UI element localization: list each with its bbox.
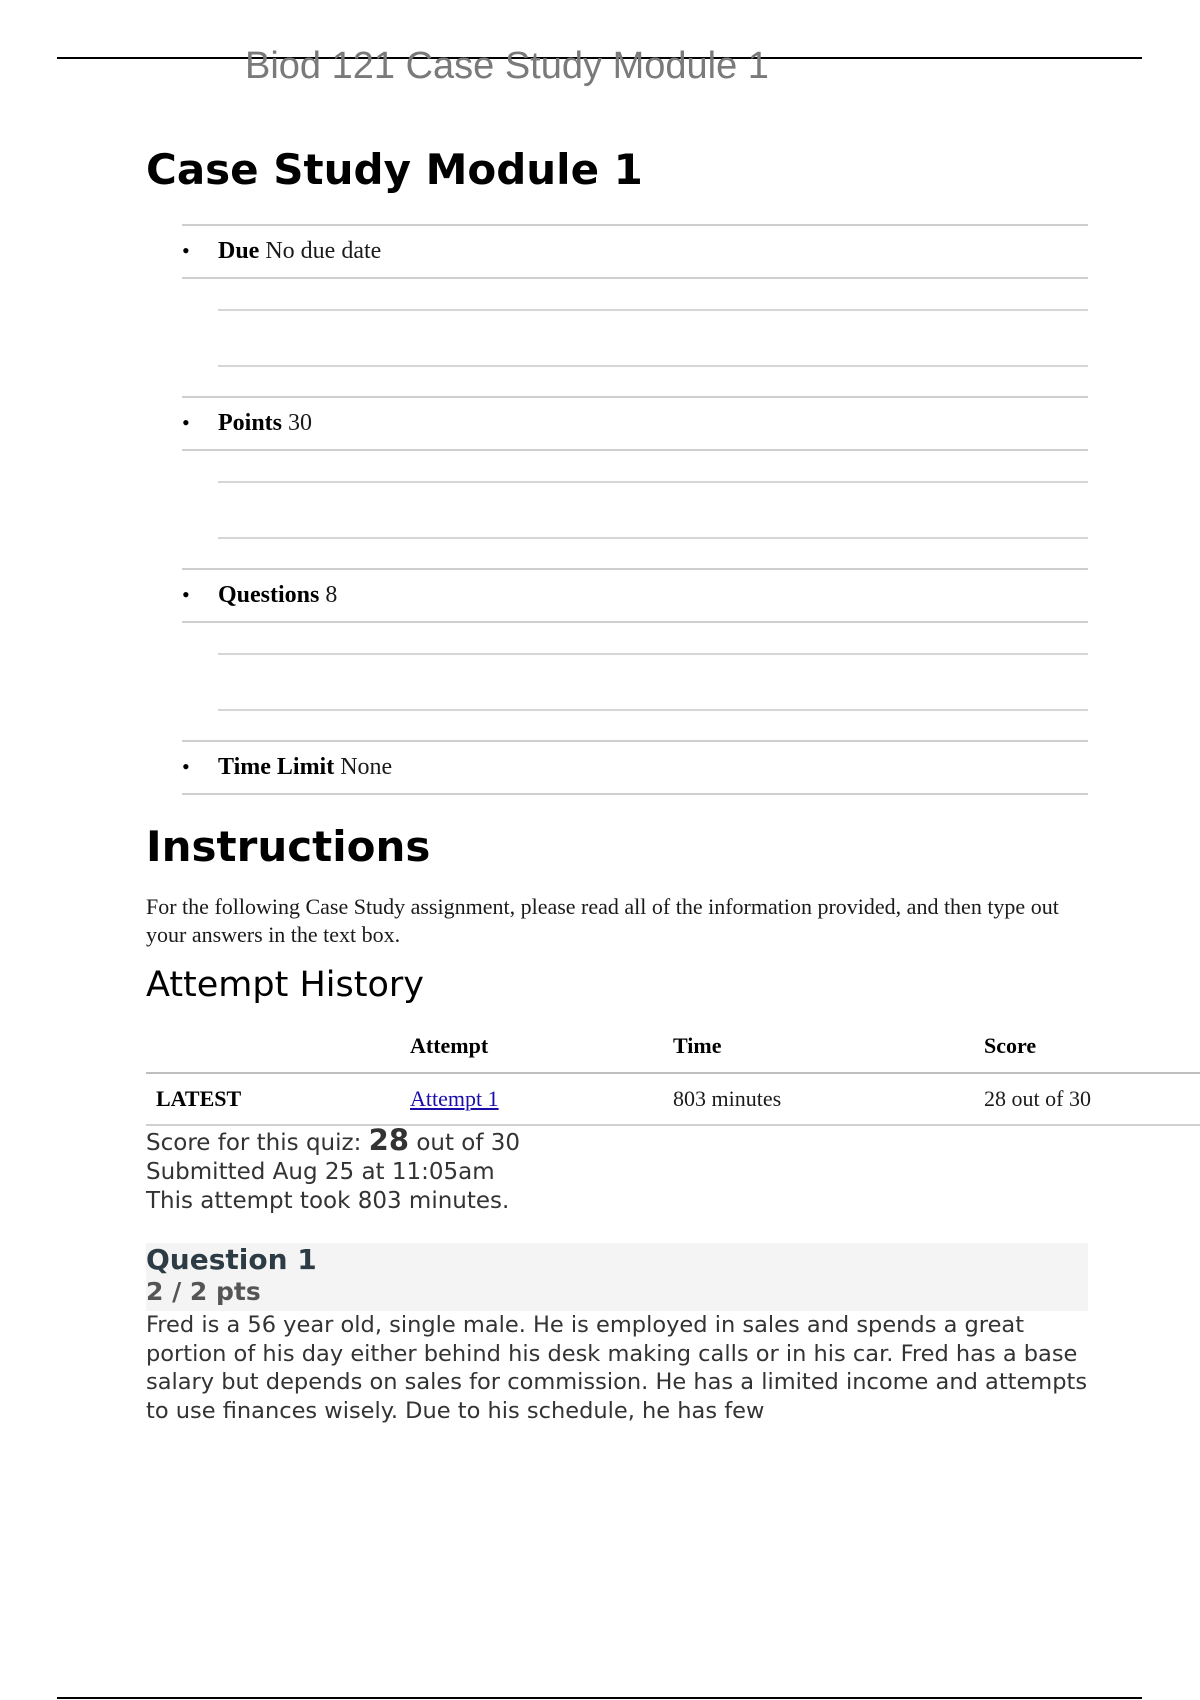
duration-text: This attempt took 803 minutes. bbox=[146, 1188, 510, 1214]
detail-label: Due bbox=[218, 238, 260, 264]
detail-row bbox=[182, 224, 1088, 279]
detail-row bbox=[182, 740, 1088, 795]
question-text: Fred is a 56 year old, single male. He is employed in sales and spends a great portion of his day either behind his desk making calls or in his car. Fred has a base salary but depends on sales for commission. He has a limited income and attempts to use finances wisely. Due to his schedule, he has few bbox=[146, 1312, 1088, 1424]
question-title: Question 1 bbox=[146, 1243, 317, 1276]
divider bbox=[218, 481, 1088, 483]
detail-value: None bbox=[340, 754, 393, 780]
detail-questions bbox=[182, 568, 1088, 740]
detail-row bbox=[182, 396, 1088, 451]
score-summary bbox=[146, 1123, 521, 1216]
attempt-time: 803 minutes bbox=[673, 1073, 984, 1125]
attempt-link[interactable]: Attempt 1 bbox=[410, 1086, 499, 1111]
question-header bbox=[146, 1243, 1088, 1311]
detail-due bbox=[182, 224, 1088, 396]
detail-value: 30 bbox=[288, 410, 313, 436]
instructions-heading: Instructions bbox=[146, 822, 431, 871]
detail-label: Time Limit bbox=[218, 754, 335, 780]
column-header: Time bbox=[673, 1020, 984, 1073]
table-header-row bbox=[146, 1020, 1200, 1073]
column-header bbox=[146, 1020, 410, 1073]
question-points: 2 / 2 pts bbox=[146, 1277, 261, 1306]
column-header: Score bbox=[984, 1020, 1200, 1073]
detail-row bbox=[182, 568, 1088, 623]
submitted-text: Submitted Aug 25 at 11:05am bbox=[146, 1159, 495, 1185]
detail-value: No due date bbox=[265, 238, 382, 264]
score-suffix: out of 30 bbox=[416, 1130, 521, 1156]
score-value: 28 bbox=[368, 1123, 410, 1157]
column-header: Attempt bbox=[410, 1020, 673, 1073]
attempt-history-heading: Attempt History bbox=[146, 965, 424, 1005]
divider bbox=[218, 653, 1088, 655]
footer-rule bbox=[57, 1697, 1142, 1699]
bullet-icon: • bbox=[182, 238, 190, 263]
page-title: Case Study Module 1 bbox=[146, 145, 643, 194]
bullet-icon: • bbox=[182, 410, 190, 435]
divider bbox=[218, 537, 1088, 539]
divider bbox=[218, 365, 1088, 367]
attempt-history-table bbox=[146, 1020, 1200, 1126]
divider bbox=[218, 709, 1088, 711]
quiz-details-list bbox=[182, 224, 1088, 800]
divider bbox=[218, 309, 1088, 311]
score-line bbox=[146, 1123, 521, 1158]
attempt-status: LATEST bbox=[146, 1073, 410, 1125]
detail-label: Points bbox=[218, 410, 283, 436]
attempt-score: 28 out of 30 bbox=[984, 1073, 1200, 1125]
score-prefix: Score for this quiz: bbox=[146, 1130, 362, 1156]
detail-points bbox=[182, 396, 1088, 568]
bullet-icon: • bbox=[182, 582, 190, 607]
document-header: Biod 121 Case Study Module 1 bbox=[245, 45, 769, 87]
detail-value: 8 bbox=[325, 582, 338, 608]
instructions-text: For the following Case Study assignment, please read all of the information provided, and then type out your answers in the text box. bbox=[146, 894, 1059, 947]
table-row bbox=[146, 1073, 1200, 1125]
detail-time-limit bbox=[182, 740, 1088, 800]
bullet-icon: • bbox=[182, 754, 190, 779]
detail-label: Questions bbox=[218, 582, 320, 608]
